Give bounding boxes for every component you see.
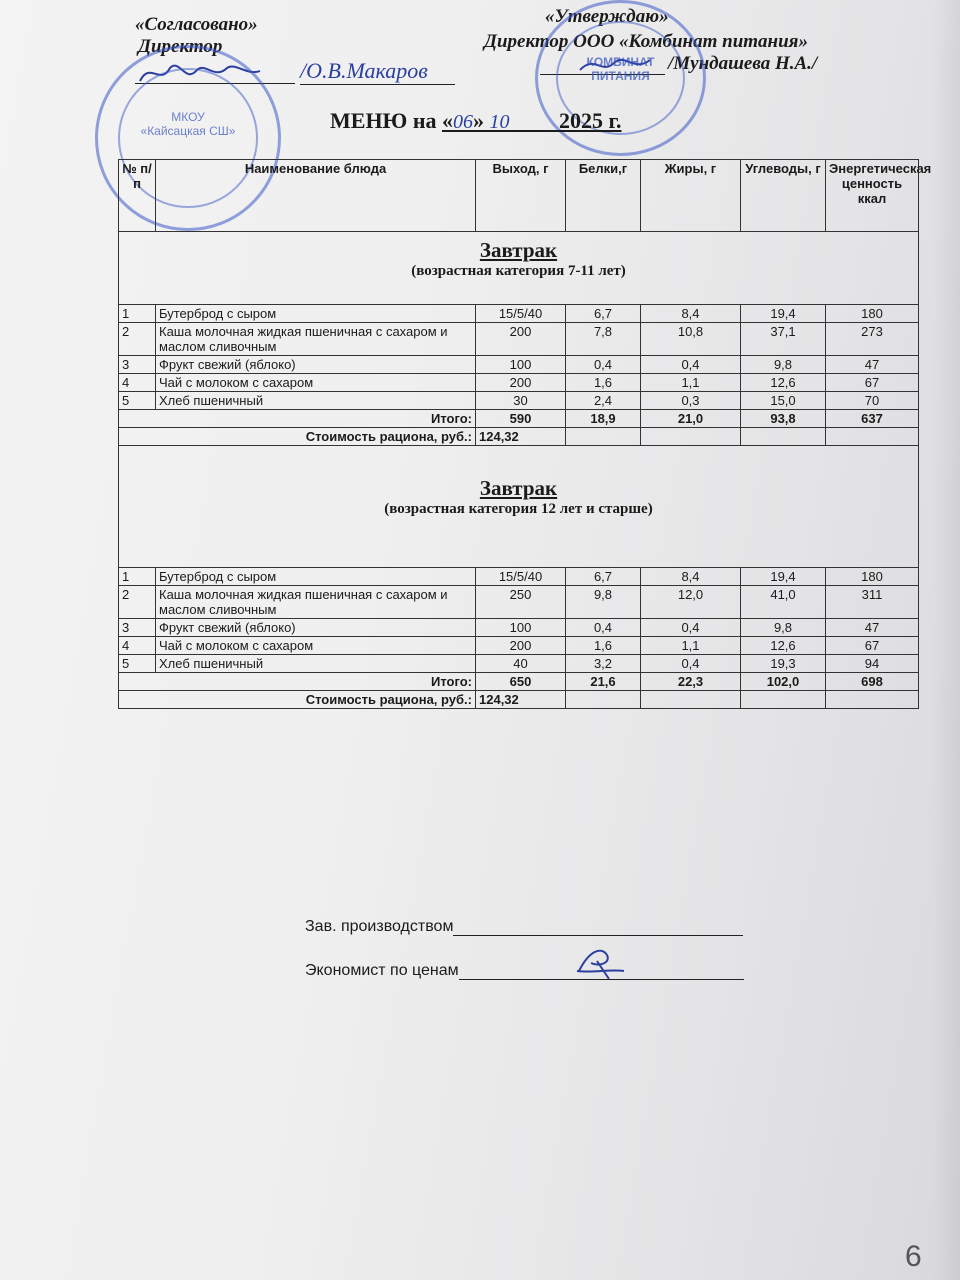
right-approval-role: Директор ООО «Комбинат питания» <box>484 31 808 52</box>
total-carbs: 93,8 <box>741 410 826 428</box>
fat: 12,0 <box>641 586 741 619</box>
total-energy: 637 <box>826 410 919 428</box>
left-approval-title: «Согласовано» <box>135 14 258 35</box>
section-header-row <box>119 446 919 568</box>
col-carbs: Углеводы, г <box>741 160 826 232</box>
title-date-mid: » <box>473 108 484 133</box>
dish-name: Бутерброд с сыром <box>156 568 476 586</box>
total-fat: 21,0 <box>641 410 741 428</box>
footer-economist <box>305 962 744 980</box>
total-yield: 650 <box>476 673 566 691</box>
title-month: 10 <box>489 111 510 133</box>
fat: 0,4 <box>641 655 741 673</box>
dish-name: Каша молочная жидкая пшеничная с сахаром и маслом сливочным <box>156 323 476 356</box>
left-signature-name: /О.В.Макаров <box>300 58 455 85</box>
energy: 180 <box>826 305 919 323</box>
dish-name: Бутерброд с сыром <box>156 305 476 323</box>
protein: 9,8 <box>566 586 641 619</box>
title-prefix: МЕНЮ на <box>330 108 437 133</box>
right-stamp-line2: ПИТАНИЯ <box>591 69 650 83</box>
col-dish-name: Наименование блюда <box>156 160 476 232</box>
left-stamp-line2: «Кайсацкая СШ» <box>140 124 236 138</box>
economist-signature-scribble <box>569 941 629 981</box>
total-label: Итого: <box>119 673 476 691</box>
row-number: 1 <box>119 305 156 323</box>
total-yield: 590 <box>476 410 566 428</box>
total-fat: 22,3 <box>641 673 741 691</box>
yield: 15/5/40 <box>476 305 566 323</box>
dish-name: Каша молочная жидкая пшеничная с сахаром и маслом сливочным <box>156 586 476 619</box>
section-header-row <box>119 232 919 305</box>
row-number: 5 <box>119 392 156 410</box>
energy: 47 <box>826 619 919 637</box>
table-row <box>119 374 919 392</box>
yield: 40 <box>476 655 566 673</box>
protein: 0,4 <box>566 619 641 637</box>
carbs: 15,0 <box>741 392 826 410</box>
carbs: 19,4 <box>741 305 826 323</box>
total-label: Итого: <box>119 410 476 428</box>
carbs: 9,8 <box>741 356 826 374</box>
col-number: № п/п <box>119 160 156 232</box>
menu-table <box>118 159 932 709</box>
energy: 47 <box>826 356 919 374</box>
energy: 67 <box>826 374 919 392</box>
yield: 250 <box>476 586 566 619</box>
protein: 3,2 <box>566 655 641 673</box>
fat: 8,4 <box>641 568 741 586</box>
protein: 7,8 <box>566 323 641 356</box>
cost-value: 124,32 <box>476 428 566 446</box>
yield: 200 <box>476 323 566 356</box>
total-protein: 18,9 <box>566 410 641 428</box>
right-stamp-line1: КОМБИНАТ <box>586 55 655 69</box>
paper-shadow <box>932 0 960 1280</box>
row-number: 5 <box>119 655 156 673</box>
dish-name: Хлеб пшеничный <box>156 655 476 673</box>
dish-name: Хлеб пшеничный <box>156 392 476 410</box>
carbs: 19,4 <box>741 568 826 586</box>
title-year: 2025 г. <box>559 108 622 133</box>
right-approval-title: «Утверждаю» <box>545 6 669 27</box>
right-approval-name: /Мундашева Н.А./ <box>668 53 818 74</box>
energy: 273 <box>826 323 919 356</box>
col-protein: Белки,г <box>566 160 641 232</box>
row-number: 3 <box>119 356 156 374</box>
total-energy: 698 <box>826 673 919 691</box>
table-row <box>119 568 919 586</box>
title-date-open: « <box>442 108 453 133</box>
left-approval-role: Директор <box>138 36 223 57</box>
table-row <box>119 655 919 673</box>
table-row <box>119 637 919 655</box>
cost-label: Стоимость рациона, руб.: <box>119 428 476 446</box>
table-row <box>119 356 919 374</box>
col-energy: Энергетическая ценность ккал <box>826 160 919 232</box>
footer-economist-signature-line <box>459 963 744 980</box>
table-row <box>119 323 919 356</box>
footer-production-manager <box>305 918 743 936</box>
carbs: 12,6 <box>741 374 826 392</box>
protein: 2,4 <box>566 392 641 410</box>
protein: 1,6 <box>566 637 641 655</box>
total-carbs: 102,0 <box>741 673 826 691</box>
fat: 0,4 <box>641 619 741 637</box>
protein: 1,6 <box>566 374 641 392</box>
fat: 0,4 <box>641 356 741 374</box>
yield: 200 <box>476 374 566 392</box>
dish-name: Чай с молоком с сахаром <box>156 374 476 392</box>
footer-production-signature-line <box>453 919 743 936</box>
row-number: 3 <box>119 619 156 637</box>
footer-production-label: Зав. производством <box>305 918 454 935</box>
carbs: 37,1 <box>741 323 826 356</box>
yield: 200 <box>476 637 566 655</box>
yield: 100 <box>476 356 566 374</box>
total-protein: 21,6 <box>566 673 641 691</box>
protein: 0,4 <box>566 356 641 374</box>
row-number: 2 <box>119 323 156 356</box>
yield: 15/5/40 <box>476 568 566 586</box>
table-header-row <box>119 160 919 232</box>
left-stamp-line1: МКОУ <box>171 110 205 124</box>
fat: 1,1 <box>641 637 741 655</box>
section-subtitle: (возрастная категория 12 лет и старше) <box>384 501 653 517</box>
protein: 6,7 <box>566 305 641 323</box>
energy: 180 <box>826 568 919 586</box>
title-day: 06 <box>453 111 473 133</box>
row-number: 4 <box>119 637 156 655</box>
page-title <box>330 108 622 134</box>
cost-row <box>119 691 919 709</box>
total-row <box>119 410 919 428</box>
footer-economist-label: Экономист по ценам <box>305 962 459 979</box>
fat: 1,1 <box>641 374 741 392</box>
table-row <box>119 586 919 619</box>
fat: 8,4 <box>641 305 741 323</box>
dish-name: Чай с молоком с сахаром <box>156 637 476 655</box>
section-title: Завтрак <box>479 476 558 500</box>
table-row <box>119 305 919 323</box>
row-number: 2 <box>119 586 156 619</box>
page-number: 6 <box>905 1240 922 1273</box>
cost-row <box>119 428 919 446</box>
energy: 311 <box>826 586 919 619</box>
fat: 10,8 <box>641 323 741 356</box>
col-yield: Выход, г <box>476 160 566 232</box>
yield: 30 <box>476 392 566 410</box>
carbs: 12,6 <box>741 637 826 655</box>
row-number: 4 <box>119 374 156 392</box>
dish-name: Фрукт свежий (яблоко) <box>156 619 476 637</box>
cost-label: Стоимость рациона, руб.: <box>119 691 476 709</box>
row-number: 1 <box>119 568 156 586</box>
section-subtitle: (возрастная категория 7-11 лет) <box>411 263 626 279</box>
fat: 0,3 <box>641 392 741 410</box>
dish-name: Фрукт свежий (яблоко) <box>156 356 476 374</box>
col-fat: Жиры, г <box>641 160 741 232</box>
total-row <box>119 673 919 691</box>
energy: 67 <box>826 637 919 655</box>
energy: 70 <box>826 392 919 410</box>
protein: 6,7 <box>566 568 641 586</box>
carbs: 9,8 <box>741 619 826 637</box>
table-row <box>119 392 919 410</box>
carbs: 19,3 <box>741 655 826 673</box>
cost-value: 124,32 <box>476 691 566 709</box>
table-row <box>119 619 919 637</box>
energy: 94 <box>826 655 919 673</box>
yield: 100 <box>476 619 566 637</box>
section-title: Завтрак <box>479 238 558 262</box>
carbs: 41,0 <box>741 586 826 619</box>
